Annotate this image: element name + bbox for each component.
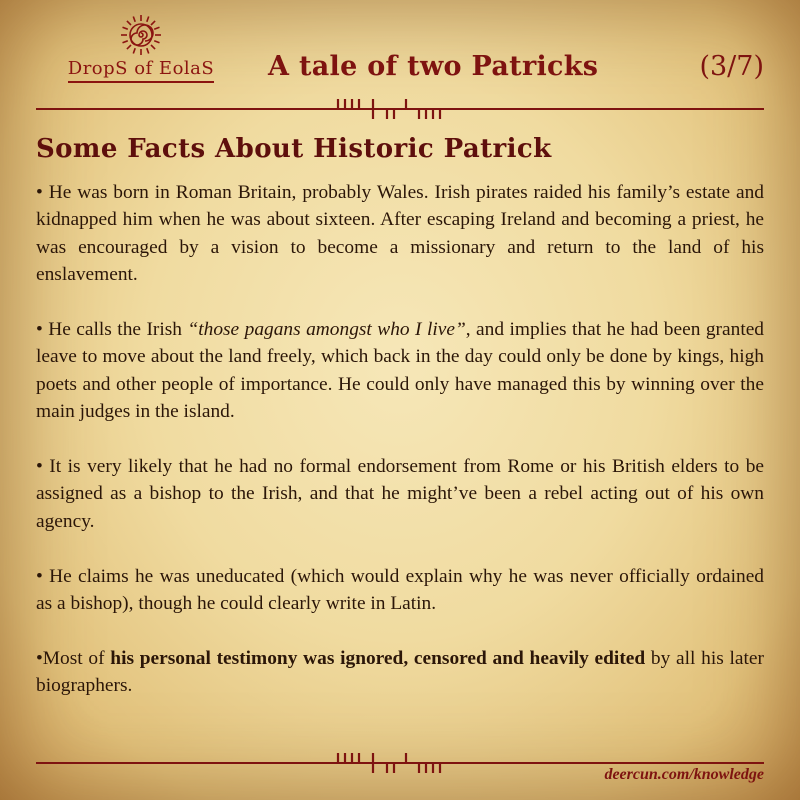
brand-logo[interactable] [36,14,246,83]
fact-paragraph [36,316,764,426]
part-indicator: (3/7) [699,51,764,82]
fact-paragraph [36,179,764,289]
fact-text: by all his later biographers. [36,647,764,697]
fact-paragraph [36,645,764,700]
fact-text: • He was born in Roman Britain, probably Wales. Irish pirates raided his family’s estate and kidnapped him when he was about sixteen. After escaping Ireland and becoming a priest, he was encouraged by a vision to become a missionary and return to the land of his enslavement. [36,182,764,286]
fact-text: • It is very likely that he had no formal endorsement from Rome or his British elders to be assigned as a bishop to the Irish, and that he might’ve been a rebel acting out of his own agency. [36,456,764,532]
spiral-sun-icon [120,14,162,56]
page-title: A tale of two Patricks [268,51,599,82]
brand-name: DropS of EolaS [68,58,214,83]
fact-text: • He claims he was uneducated (which would explain why he was never officially ordained as a bishop), though he could clearly write in Latin. [36,565,764,615]
fact-paragraph [36,453,764,535]
website-link[interactable]: deercun.com/knowledge [604,766,764,783]
patrick-quote: “those pagans amongst who I live” [187,319,466,341]
fact-paragraph [36,563,764,618]
fact-text: , and implies that he had been granted leave to move about the land freely, which back in the day could only be done by kings, high poets and other people of importance. He could only have managed this by winning over the main judges in the island. [36,319,765,423]
ogham-divider-top [36,96,764,122]
emphasized-text: his personal testimony was ignored, censored and heavily edited [110,647,646,669]
section-heading: Some Facts About Historic Patrick [36,134,552,164]
fact-text: •Most of [36,647,111,669]
fact-text: • He calls the Irish [36,319,188,341]
facts-body [36,179,764,700]
